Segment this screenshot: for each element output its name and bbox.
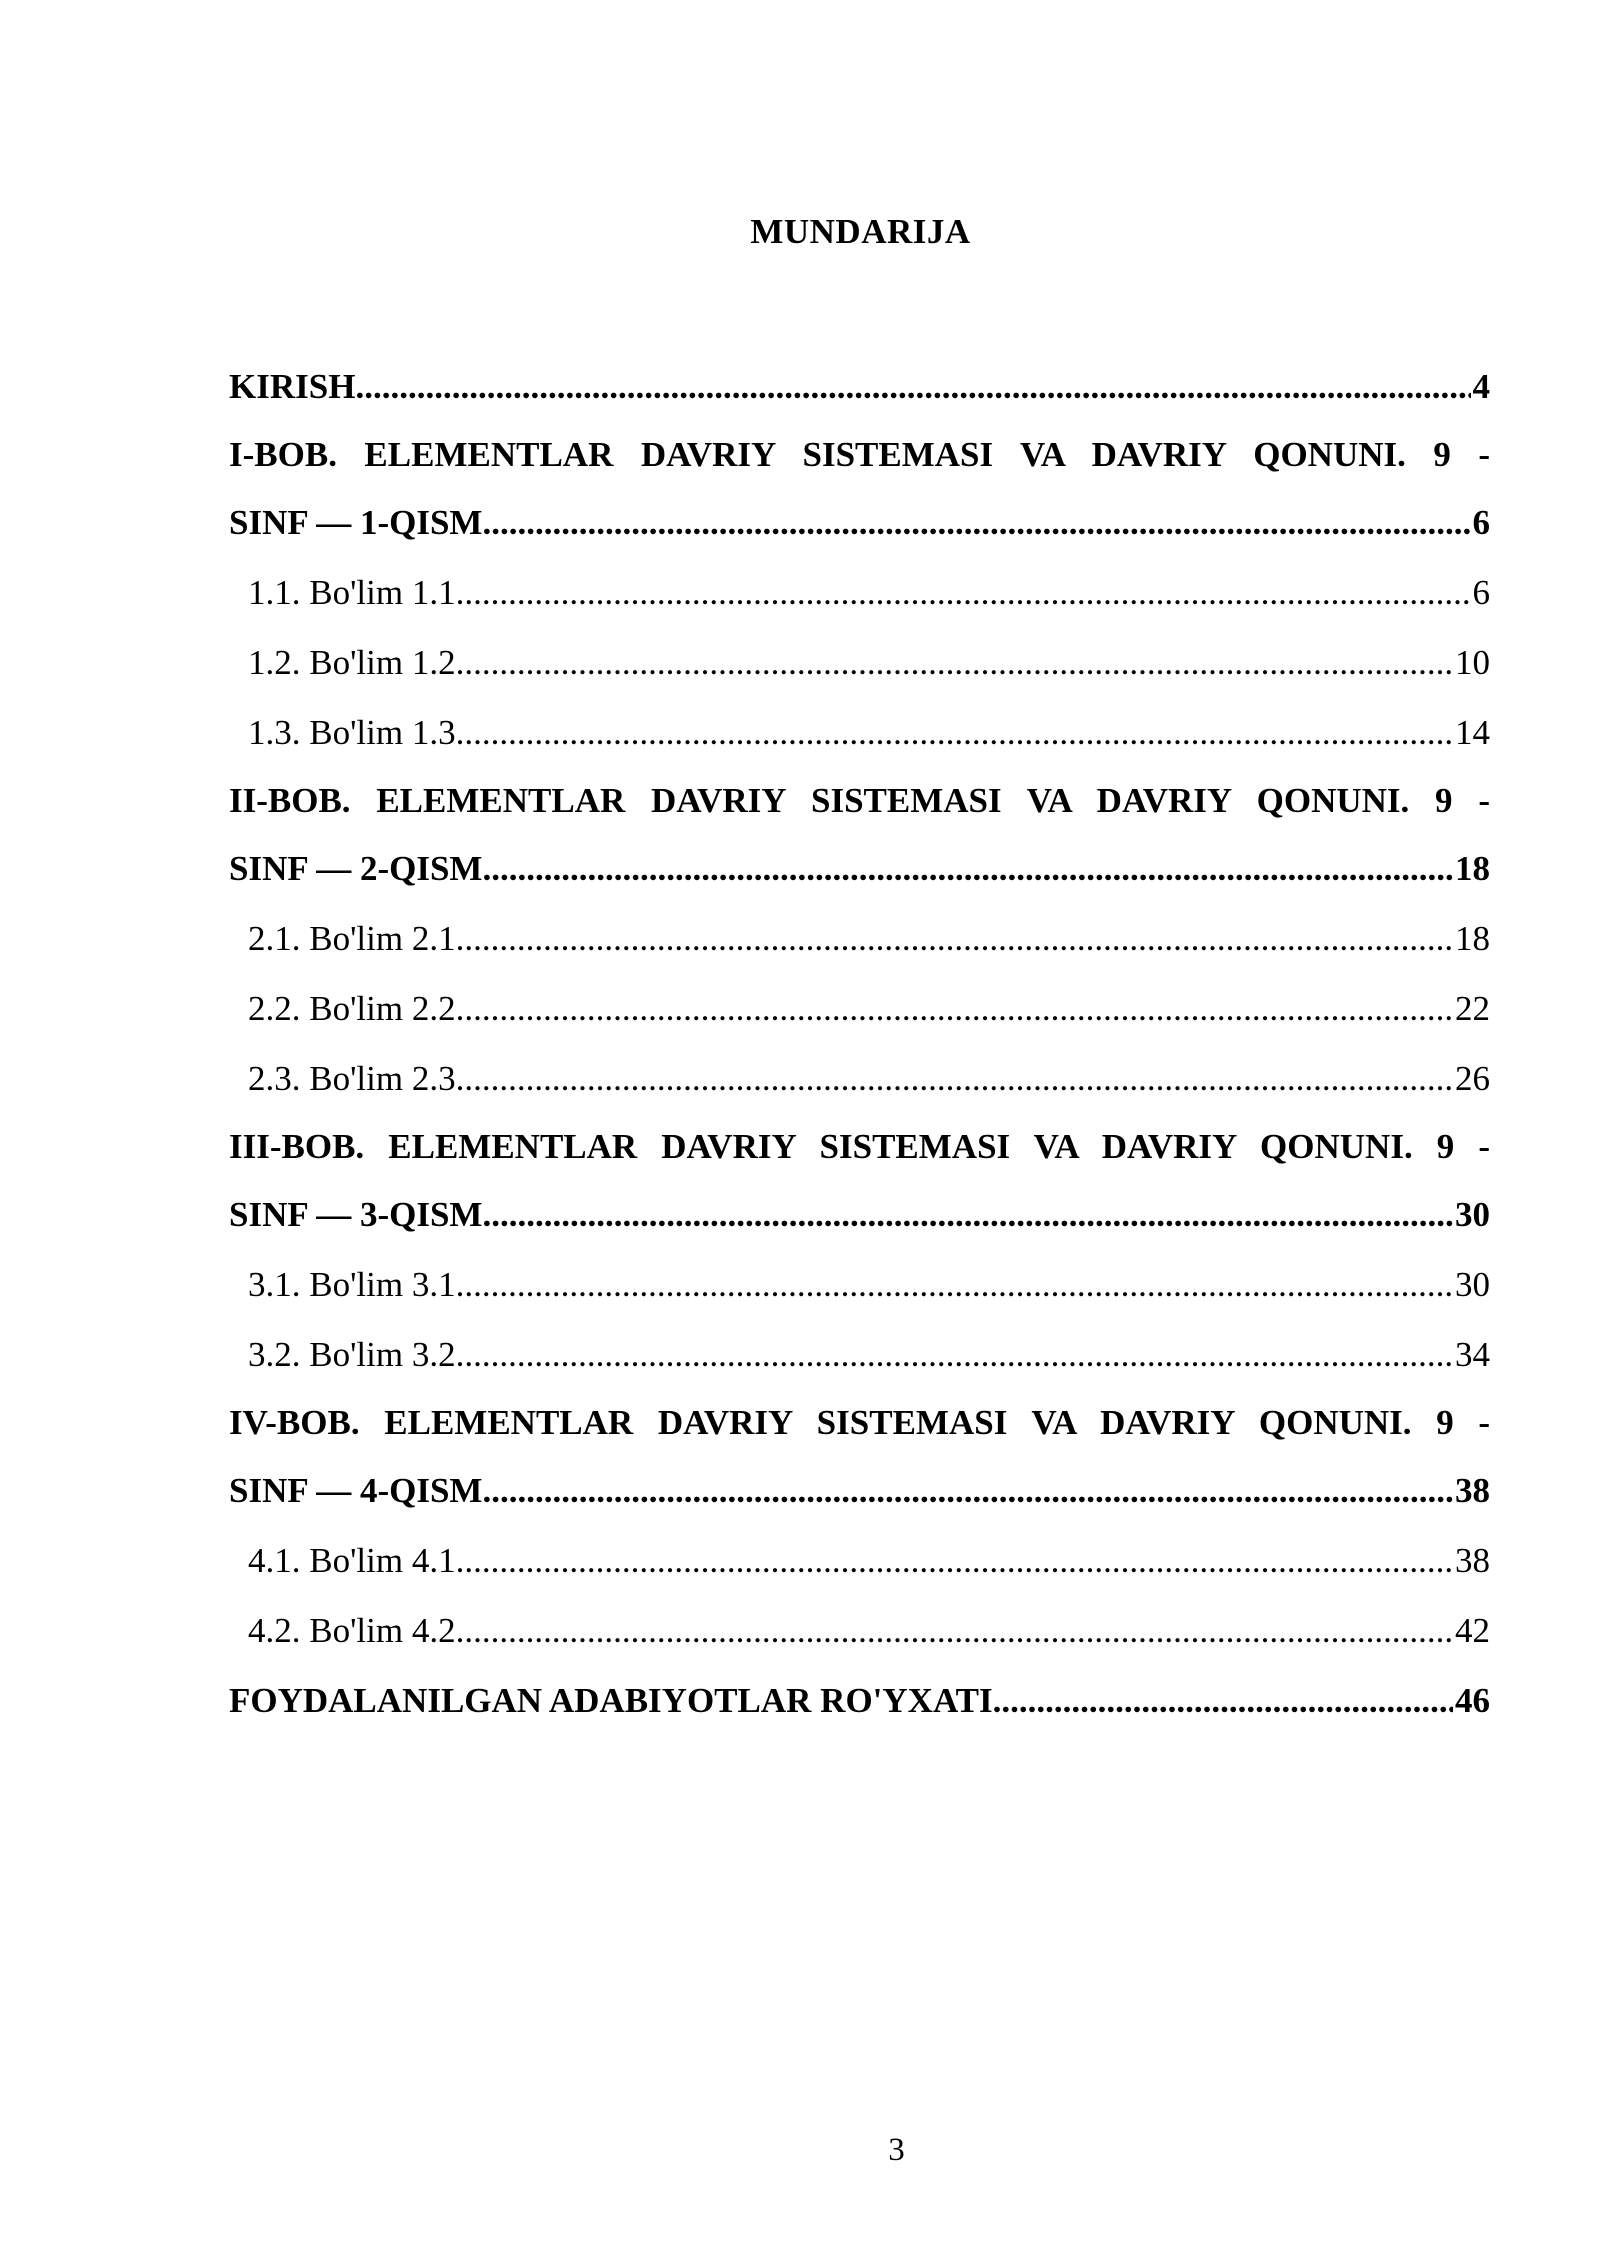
toc-chapter-entry[interactable] xyxy=(229,1114,1490,1250)
dot-leader xyxy=(456,904,1453,974)
toc-chapter-entry[interactable] xyxy=(229,1390,1490,1526)
toc-entry-page-number: 10 xyxy=(1455,643,1490,682)
toc-entry-label: SINF — 1-QISM xyxy=(229,503,483,542)
toc-entry-page-number: 46 xyxy=(1455,1681,1490,1720)
toc-chapter-entry[interactable] xyxy=(229,422,1490,558)
toc-entry-label: KIRISH xyxy=(229,367,356,406)
dot-leader xyxy=(482,1456,1453,1526)
toc-entry-label: SINF — 3-QISM xyxy=(229,1195,483,1234)
toc-section-entry[interactable] xyxy=(229,558,1490,628)
toc-section-entry[interactable] xyxy=(229,1596,1490,1666)
toc-entry-line xyxy=(248,1044,1490,1114)
toc-entry-label: 2.3. Bo'lim 2.3 xyxy=(248,1059,456,1098)
dot-leader xyxy=(482,834,1453,904)
dot-leader xyxy=(456,1250,1453,1320)
toc-section-entry[interactable] xyxy=(229,974,1490,1044)
toc-entry-label: SINF — 2-QISM xyxy=(229,849,483,888)
toc-chapter-entry[interactable] xyxy=(229,768,1490,904)
toc-entry-page-number: 18 xyxy=(1455,849,1490,888)
toc-entry-title-line: III-BOB. ELEMENTLAR DAVRIY SISTEMASI VA DAVRIY QONUNI. 9 - xyxy=(229,1127,1490,1166)
toc-entry-label: 2.2. Bo'lim 2.2 xyxy=(248,989,456,1028)
dot-leader xyxy=(355,352,1470,422)
toc-entry-line xyxy=(248,1250,1490,1320)
toc-entry-title-line: II-BOB. ELEMENTLAR DAVRIY SISTEMASI VA DAVRIY QONUNI. 9 - xyxy=(229,781,1490,820)
dot-leader xyxy=(482,488,1470,558)
dot-leader xyxy=(456,974,1453,1044)
toc-entry-label: 1.2. Bo'lim 1.2 xyxy=(248,643,456,682)
toc-entry-line xyxy=(248,974,1490,1044)
toc-entry-label: 4.1. Bo'lim 4.1 xyxy=(248,1541,456,1580)
toc-section-entry[interactable] xyxy=(229,698,1490,768)
toc-entry-label: SINF — 4-QISM xyxy=(229,1471,483,1510)
toc-entry-label: FOYDALANILGAN ADABIYOTLAR RO'YXATI xyxy=(229,1681,993,1720)
toc-entry-line xyxy=(229,834,1490,904)
toc-entry-line xyxy=(229,1666,1490,1736)
dot-leader xyxy=(456,558,1471,628)
toc-entry-label: 1.3. Bo'lim 1.3 xyxy=(248,713,456,752)
toc-entry-page-number: 22 xyxy=(1455,989,1490,1028)
toc-chapter-entry[interactable] xyxy=(229,1666,1490,1736)
toc-entry-page-number: 6 xyxy=(1472,503,1490,542)
dot-leader xyxy=(482,1180,1453,1250)
toc-entry-page-number: 6 xyxy=(1472,573,1490,612)
toc-entry-line xyxy=(248,698,1490,768)
toc-entry-line xyxy=(229,352,1490,422)
dot-leader xyxy=(456,1044,1453,1114)
toc-entry-line xyxy=(248,1596,1490,1666)
dot-leader xyxy=(456,1320,1453,1390)
toc-section-entry[interactable] xyxy=(229,1250,1490,1320)
dot-leader xyxy=(456,698,1453,768)
toc-entry-label: 3.2. Bo'lim 3.2 xyxy=(248,1335,456,1374)
toc-entry-label: 4.2. Bo'lim 4.2 xyxy=(248,1611,456,1650)
toc-entry-label: 1.1. Bo'lim 1.1 xyxy=(248,573,456,612)
toc-entry-line xyxy=(248,1526,1490,1596)
toc-title: MUNDARIJA xyxy=(750,212,971,251)
toc-entry-line xyxy=(229,1180,1490,1250)
toc-entry-line xyxy=(248,628,1490,698)
dot-leader xyxy=(456,1596,1453,1666)
table-of-contents xyxy=(229,352,1490,1736)
dot-leader xyxy=(993,1666,1453,1736)
toc-entry-page-number: 38 xyxy=(1455,1541,1490,1580)
toc-entry-page-number: 4 xyxy=(1472,367,1490,406)
toc-section-entry[interactable] xyxy=(229,1044,1490,1114)
toc-section-entry[interactable] xyxy=(229,1320,1490,1390)
toc-chapter-entry[interactable] xyxy=(229,352,1490,422)
toc-entry-page-number: 14 xyxy=(1455,713,1490,752)
toc-section-entry[interactable] xyxy=(229,1526,1490,1596)
toc-entry-title-line: IV-BOB. ELEMENTLAR DAVRIY SISTEMASI VA DAVRIY QONUNI. 9 - xyxy=(229,1403,1490,1442)
toc-entry-line xyxy=(248,904,1490,974)
toc-entry-page-number: 42 xyxy=(1455,1611,1490,1650)
toc-section-entry[interactable] xyxy=(229,904,1490,974)
toc-entry-title-line: I-BOB. ELEMENTLAR DAVRIY SISTEMASI VA DAVRIY QONUNI. 9 - xyxy=(229,435,1490,474)
dot-leader xyxy=(456,1526,1453,1596)
dot-leader xyxy=(456,628,1453,698)
toc-entry-page-number: 26 xyxy=(1455,1059,1490,1098)
toc-entry-label: 3.1. Bo'lim 3.1 xyxy=(248,1265,456,1304)
toc-entry-page-number: 34 xyxy=(1455,1335,1490,1374)
toc-entry-page-number: 18 xyxy=(1455,919,1490,958)
toc-section-entry[interactable] xyxy=(229,628,1490,698)
toc-entry-page-number: 30 xyxy=(1455,1195,1490,1234)
toc-entry-line xyxy=(248,558,1490,628)
toc-entry-line xyxy=(229,1456,1490,1526)
toc-entry-page-number: 30 xyxy=(1455,1265,1490,1304)
toc-entry-line xyxy=(229,488,1490,558)
toc-entry-label: 2.1. Bo'lim 2.1 xyxy=(248,919,456,958)
toc-entry-page-number: 38 xyxy=(1455,1471,1490,1510)
toc-entry-line xyxy=(248,1320,1490,1390)
page-number: 3 xyxy=(888,2132,905,2168)
